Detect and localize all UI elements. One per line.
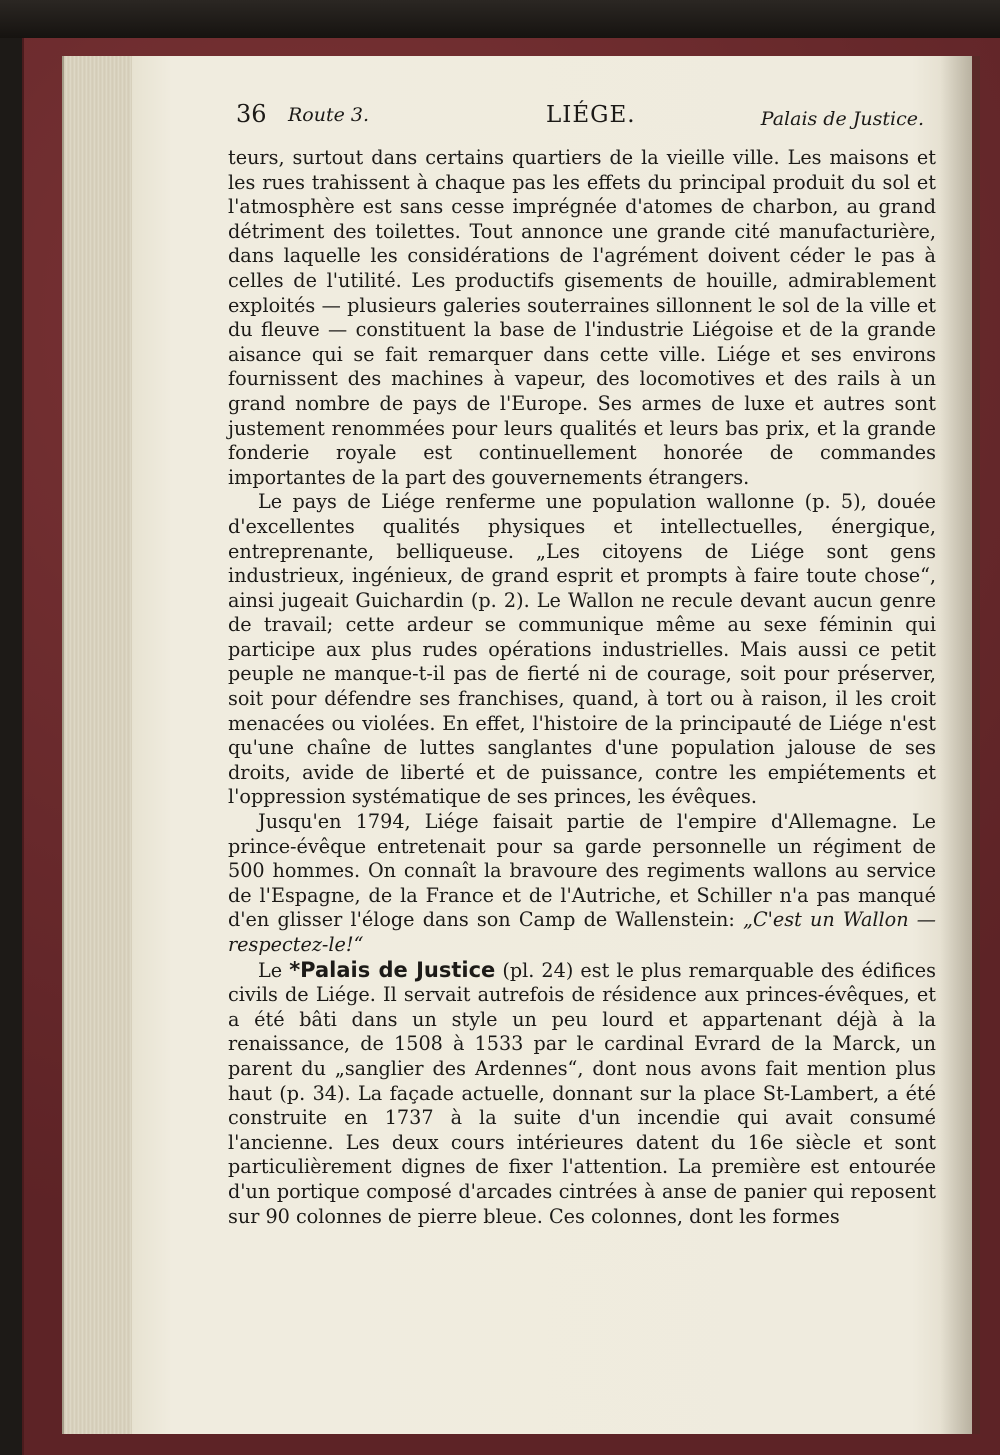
route-label: Route 3. — [288, 104, 370, 126]
paragraph-2-text: Le pays de Liége renferme une population wallonne (p. 5), douée d'excellentes qualités physiques et intellectuelles, énergique, entreprenante, belliqueuse. „Les citoyens de Liége sont gens industrieux, ingénieux, de grand esprit et prompts à faire toute chose“, ainsi jugeait Guichardin (p. 2). Le Wallon ne recule devant aucun genre de travail; cette ardeur se communique même au sexe féminin qui participe aux plus rudes opérations industrielles. Mais aussi ce petit peuple ne manque-t-il pas de fierté ni de courage, soit pour préserver, soit pour défendre ses franchises, quand, à tort ou à raison, il les croit menacées ou violées. En effet, l'histoire de la principauté de Liége n'est qu'une chaîne de luttes sanglantes d'une population jalouse de ses droits, avide de liberté et de puissance, contre les empiétements et l'oppression systématique de ses princes, les évêques. — [228, 490, 936, 809]
schiller-quote: „C'est un Wallon — respectez-le!“ — [228, 908, 936, 956]
city-title: LIÉGE. — [546, 102, 636, 128]
paragraph-2 — [228, 490, 936, 810]
text-column — [228, 98, 936, 1229]
paragraph-3 — [228, 810, 936, 958]
paragraph-1-text: teurs, surtout dans certains quartiers de la vieille ville. Les maisons et les rues trahissent à chaque pas les effets du principal produit du sol et l'atmosphère est sans cesse imprégnée d'atomes de charbon, au grand détriment des toilettes. Tout annonce une grande cité manufacturière, dans laquelle les considérations de l'agrément doivent céder le pas à celles de l'utilité. Les productifs gisements de houille, admirablement exploités — plusieurs galeries souterraines sillonnent le sol de la ville et du fleuve — constituent la base de l'industrie Liégoise et de la grande aisance qui se fait remarquer dans cette ville. Liége et ses environs fournissent des machines à vapeur, des locomotives et des rails à un grand nombre de pays de l'Europe. Ses armes de luxe et autres sont justement renommées pour leurs qualités et leurs bas prix, et la grande fonderie royale est continuellement honorée de commandes importantes de la part des gouvernements étrangers. — [228, 146, 936, 489]
page-edges — [62, 56, 134, 1434]
gutter-shadow — [940, 56, 980, 1434]
paragraph-3-text: Jusqu'en 1794, Liége faisait partie de l'empire d'Allemagne. Le prince-évêque entretenait pour sa garde personnelle un régiment de 500 hommes. On connaît la bravoure des regiments wallons au service de l'Espagne, de la France et de l'Autriche, et Schiller n'a pas manqué d'en glisser l'éloge dans son Camp de Wallenstein: — [228, 810, 936, 932]
scan-background — [0, 0, 1000, 38]
paragraph-4 — [228, 958, 936, 1230]
body-text — [228, 146, 936, 1229]
palais-de-justice-heading: *Palais de Justice — [289, 957, 496, 982]
paragraph-4-text: (pl. 24) est le plus remarquable des édifices civils de Liége. Il servait autrefois de résidence aux princes-évêques, et a été bâti dans un style un peu lourd et appartenant déjà à la renaissance, de 1508 à 1533 par le cardinal Evrard de la Marck, un parent du „sanglier des Ardennes“, dont nous avons fait mention plus haut (p. 34). La façade actuelle, donnant sur la place St-Lambert, a été construite en 1737 à la suite d'un incendie qui avait consumé l'ancienne. Les deux cours intérieures datent du 16e siècle et sont particulièrement dignes de fixer l'attention. La première est entourée d'un portique composé d'arcades cintrées à anse de panier qui reposent sur 90 colonnes de pierre bleue. Ces colonnes, dont les formes — [228, 958, 936, 1228]
page-number: 36 — [236, 100, 267, 128]
running-header — [228, 98, 936, 140]
paragraph-1 — [228, 146, 936, 490]
paragraph-4-lead: Le — [258, 958, 283, 982]
section-title: Palais de Justice. — [760, 108, 924, 130]
